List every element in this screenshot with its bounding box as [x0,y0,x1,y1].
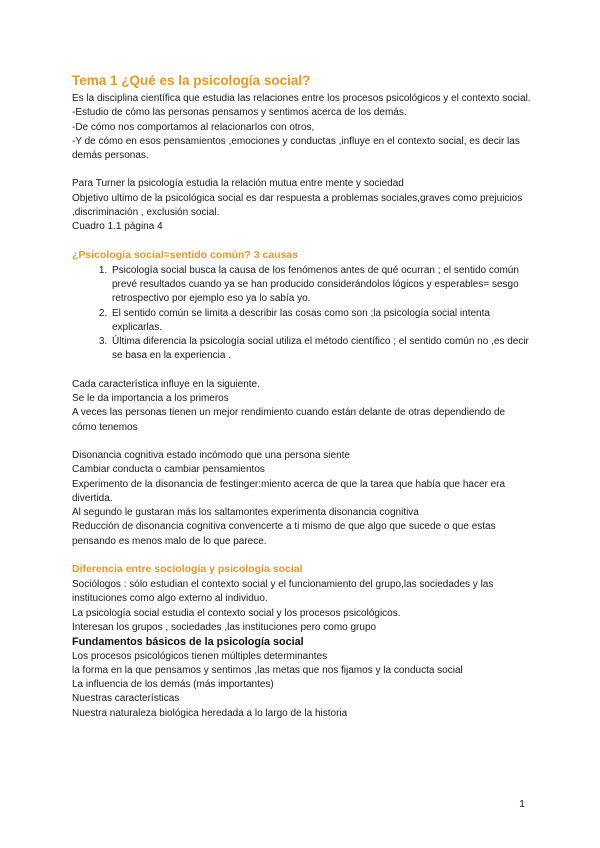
paragraph-line: Sociólogos : sólo estudian el contexto social y el funcionamiento del grupo,las sociedades y las instituciones como algo externo al individuo. [72,579,494,605]
paragraph-line: Experimento de la disonancia de festinger:miento acerca de que la tarea que había que hacer era divertida. [72,478,506,504]
paragraph-line: La psicología social estudia el contexto social y los procesos psicológicos. [72,607,401,619]
paragraph-line: Los procesos psicológicos tienen múltiples determinantes [72,650,328,662]
paragraph-line: Cambiar conducta o cambiar pensamientos [72,464,265,476]
list-item: 3. Última diferencia la psicología social utiliza el método científico ; el sentido común no ,es decir se basa en la experiencia . [110,335,532,364]
paragraph-line: Nuestra naturaleza biológica heredada a lo largo de la historia [72,707,348,719]
heading-sentido-comun: ¿Psicología social=sentido común? 3 causas [72,248,299,261]
list-item: 2. El sentido común se limita a describir las cosas como son ;la psicología social intenta explicarlas. [110,307,532,336]
paragraph-line: Cuadro 1.1 página 4 [72,221,163,233]
paragraph-line: Cada característica influye en la siguiente. [72,378,260,390]
paragraph-line: Para Turner la psicología estudia la relación mutua entre mente y sociedad [72,178,404,190]
document-page [72,72,532,721]
paragraph-line: A veces las personas tienen un mejor rendimiento cuando están delante de otras dependiendo de cómo tenemos [72,407,506,433]
paragraph-line: Se le da importancia a los primeros [72,393,229,405]
heading-sociologia: Diferencia entre sociología y psicología social [72,563,303,576]
causes-list [72,264,532,364]
paragraph-line: Objetivo ultimo de la psicológica social es dar respuesta a problemas sociales,graves como prejuicios ,discriminación , exclusión social. [72,192,523,219]
paragraph-line: la forma en la que pensamos y sentimos ,las metas que nos fijamos y la conducta social [72,664,463,676]
page-number: 1 [519,798,525,810]
paragraph-line: -De cómo nos comportamos al relacionarlos con otros, [72,121,315,133]
paragraph-line: Interesan los grupos , sociedades ,las instituciones pero como grupo [72,621,377,633]
paragraph-line: -Y de cómo en esos pensamientos ,emociones y conductas ,influye en el contexto social, es decir las demás personas. [72,135,520,162]
paragraph-line: La influencia de los demás (más importantes) [72,679,274,691]
paragraph-line: Nuestras características [72,693,180,705]
paragraph-line: Disonancia cognitiva estado incómodo que una persona siente [72,449,350,461]
heading-fundamentos: Fundamentos básicos de la psicología social [72,636,304,649]
paragraph-line: Es la disciplina científica que estudia las relaciones entre los procesos psicológicos y el contexto social. [72,93,531,104]
paragraph-line: -Estudio de cómo las personas pensamos y sentimos acerca de los demás. [72,107,407,119]
paragraph-line: Al segundo le gustaran más los saltamontes experimenta disonancia cognitiva [72,507,419,519]
list-item: 1. Psicología social busca la causa de los fenómenos antes de qué ocurran ; el sentido común prevé resultados cuando ya se han producido considerándolos lógicos y esperables= sesgo retrospectivo por ejemplo eso ya lo sabía yo. [110,264,532,307]
heading-tema-1: Tema 1 ¿Qué es la psicología social? [72,73,311,88]
paragraph-line: Reducción de disonancia cognitiva convencerte a ti mismo de que algo que sucede o que estas pensando es menos malo de lo que parece. [72,521,496,547]
